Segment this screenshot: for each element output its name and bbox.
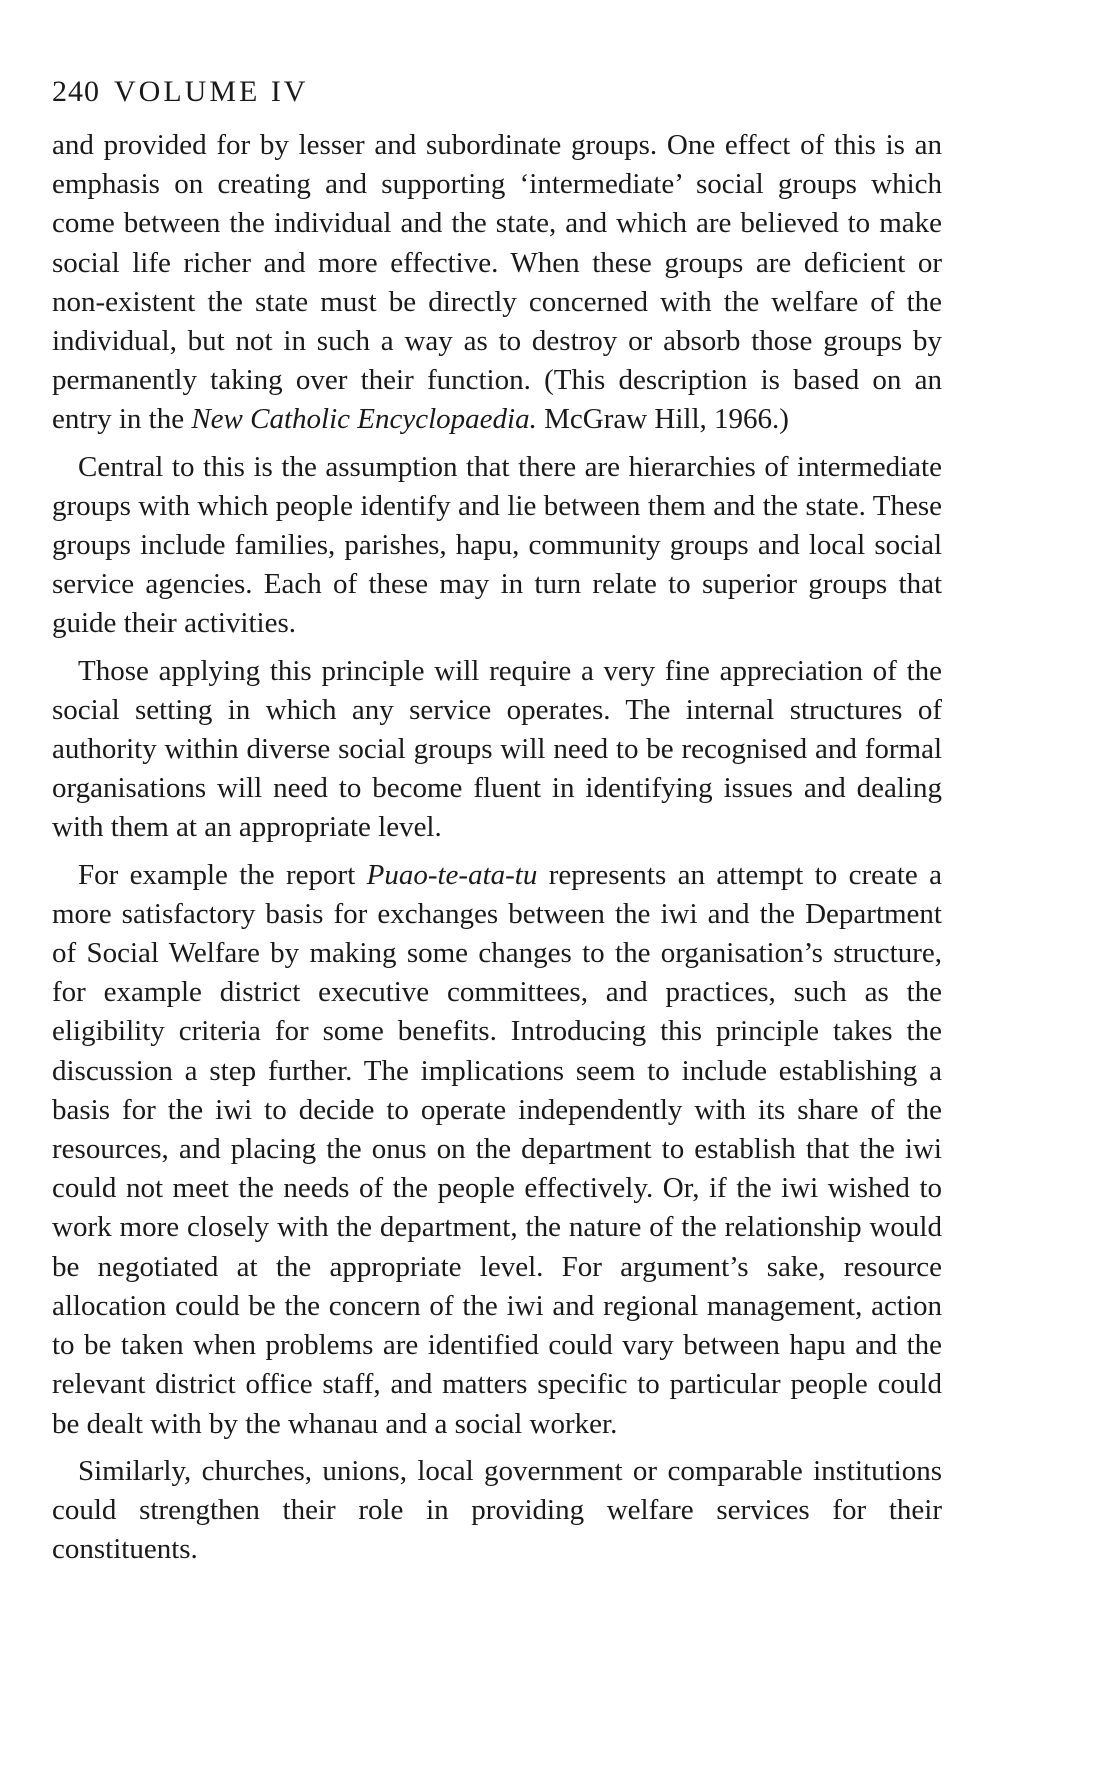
page-number: 240 [52,75,100,108]
paragraph-5-text: Similarly, churches, unions, local government or comparable institutions could strengthen their role in providing welfare services for their constituents. [52,1454,942,1566]
running-title: VOLUME IV [114,75,309,108]
paragraph-3-text: Those applying this principle will require a very fine appreciation of the social setting in which any service operates. The internal structures of authority within diverse social groups will need to be recognised and formal organisations will need to become fluent in identifying issues and dealing with them at an appropriate level. [52,654,942,844]
paragraph-4-text: represents an attempt to create a more satisfactory basis for exchanges between the iwi and the Department of Social Welfare by making some changes to the organisation’s structure, for example district executive committees, and practices, such as the eligibility criteria for some benefits. Introducing this principle takes the discussion a step further. The implications seem to include establishing a basis for the iwi to decide to operate independently with its share of the resources, and placing the onus on the department to establish that the iwi could not meet the needs of the people effectively. Or, if the iwi wished to work more closely with the department, the nature of the relationship would be negotiated at the appropriate level. For argument’s sake, resource allocation could be the concern of the iwi and regional management, action to be taken when problems are identified could vary between hapu and the relevant district office staff, and matters specific to particular people could be dealt with by the whanau and a social worker. [52,858,943,1440]
paragraph-5 [52,1452,942,1570]
paragraph-2 [52,448,942,644]
running-header [52,72,942,112]
book-page [52,72,942,1569]
report-title: Puao-te-ata-tu [366,858,538,891]
paragraph-1-citation: McGraw Hill, 1966.) [536,403,789,436]
paragraph-4-lead: For example the report [78,858,367,891]
paragraph-2-text: Central to this is the assumption that there are hierarchies of intermediate groups with which people identify and lie between them and the state. These groups include families, parishes, hapu, community groups and local social service agencies. Each of these may in turn relate to superior groups that guide their activities. [52,450,942,640]
paragraph-1 [52,126,942,440]
paragraph-4 [52,856,942,1444]
paragraph-1-text: and provided for by lesser and subordinate groups. One effect of this is an emphasis on creating and supporting ‘intermediate’ social groups which come between the individual and the state, and which are believed to make social life richer and more effective. When these groups are deficient or non-existent the state must be directly concerned with the welfare of the individual, but not in such a way as to destroy or absorb those groups by permanently taking over their function. (This description is based on an entry in the [52,129,942,436]
paragraph-3 [52,652,942,848]
encyclopaedia-title: New Catholic Encyclopaedia. [191,403,537,436]
